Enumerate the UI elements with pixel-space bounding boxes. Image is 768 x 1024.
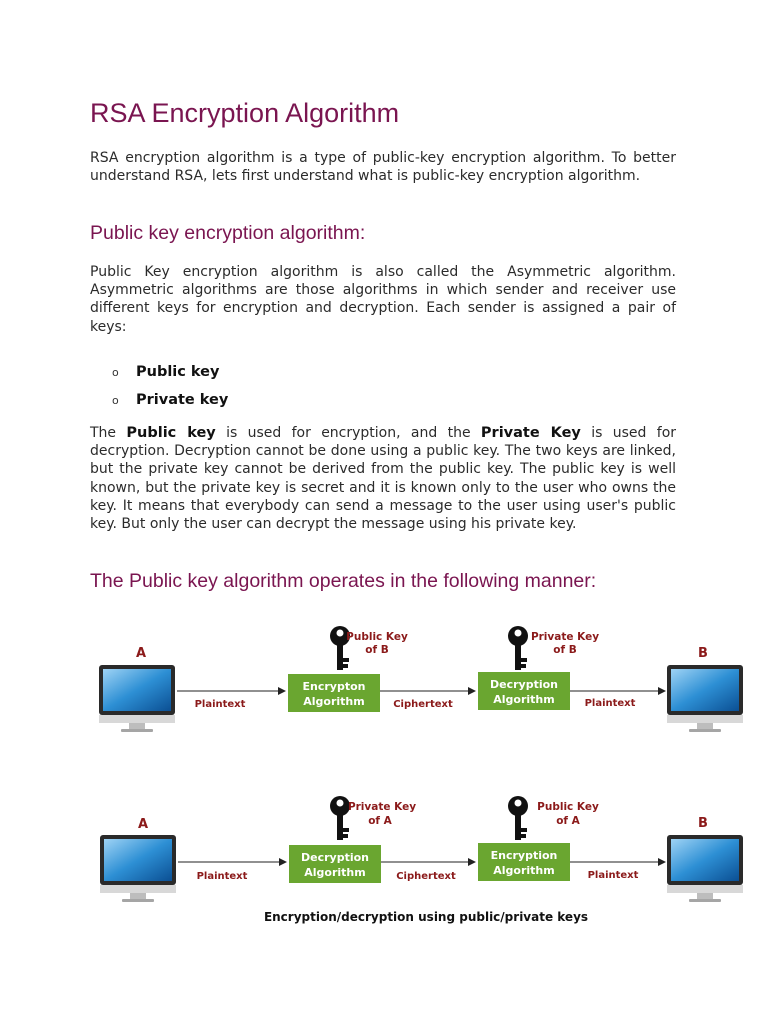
public-key-paragraph: Public Key encryption algorithm is also called the Asymmetric algorithm. Asymmetric algorithms are those algorithms in which sender and receiver use different keys for encryption and decryption. Each sender is assigned a pair of keys: <box>90 264 676 335</box>
receiver-label: B <box>698 816 708 831</box>
sender-computer-icon <box>100 835 176 902</box>
intro-paragraph: RSA encryption algorithm is a type of public-key encryption algorithm. To better understand RSA, lets first understand what is public-key encryption algorithm. <box>90 150 676 185</box>
box-label: Algorithm <box>493 864 555 877</box>
diagram-caption: Encryption/decryption using public/private keys <box>263 910 589 924</box>
bullet-marker: o <box>112 393 119 407</box>
public-key-term: Public key <box>126 425 216 441</box>
sender-label: A <box>135 646 147 661</box>
box-label: Algorithm <box>303 695 365 708</box>
box-label: Decryption <box>301 851 369 864</box>
key-label: of A <box>368 815 392 827</box>
key-label: Public Key <box>346 631 408 643</box>
plaintext-label: Plaintext <box>196 871 248 882</box>
private-key-term: Private Key <box>480 425 581 441</box>
encryption-diagram <box>90 610 750 930</box>
list-item <box>112 386 228 414</box>
receiver-computer-icon <box>667 835 743 902</box>
box-label: Algorithm <box>493 693 555 706</box>
page-title: RSA Encryption Algorithm <box>90 98 400 128</box>
box-label: Encrypton <box>302 680 366 693</box>
explanation-text: is used for encryption, and the <box>226 425 471 441</box>
ciphertext-label: Ciphertext <box>396 871 456 882</box>
public-key-icon <box>508 796 528 840</box>
explanation-paragraph <box>90 424 676 533</box>
list-item-label: Public key <box>136 364 220 380</box>
list-item-label: Private key <box>136 392 229 408</box>
plaintext-label: Plaintext <box>584 698 636 709</box>
key-label: Private Key <box>347 801 417 813</box>
receiver-computer-icon <box>667 665 743 732</box>
section-heading-operation: The Public key algorithm operates in the following manner: <box>90 570 597 592</box>
diagram-row-1 <box>99 626 743 732</box>
list-item <box>112 358 228 386</box>
key-pair-list <box>112 358 228 414</box>
key-label: Public Key <box>537 801 599 813</box>
box-label: Algorithm <box>304 866 366 879</box>
receiver-label: B <box>698 646 708 661</box>
key-label: of B <box>553 644 577 656</box>
sender-label: A <box>137 817 149 832</box>
plaintext-label: Plaintext <box>194 699 246 710</box>
diagram-row-2 <box>100 796 743 902</box>
bullet-marker: o <box>112 365 119 379</box>
box-label: Encryption <box>490 849 558 862</box>
ciphertext-label: Ciphertext <box>393 699 453 710</box>
box-label: Decryption <box>490 678 558 691</box>
sender-computer-icon <box>99 665 175 732</box>
key-label: of A <box>556 815 580 827</box>
explanation-text: is used for decryption. Decryption cannot be done using a public key. The two keys are linked, but the private key cannot be derived from the public key. The public key is well known, but the private key is secret and it is known only to the user who owns the key. It means that everybody can send a message to the user using user's public key. But only the user can decrypt the message using his private key. <box>90 425 677 533</box>
key-label: Private Key <box>530 631 600 643</box>
private-key-icon <box>508 626 528 670</box>
explanation-text: The <box>90 425 117 441</box>
plaintext-label: Plaintext <box>587 870 639 881</box>
key-label: of B <box>365 644 389 656</box>
section-heading-public-key: Public key encryption algorithm: <box>90 222 366 244</box>
